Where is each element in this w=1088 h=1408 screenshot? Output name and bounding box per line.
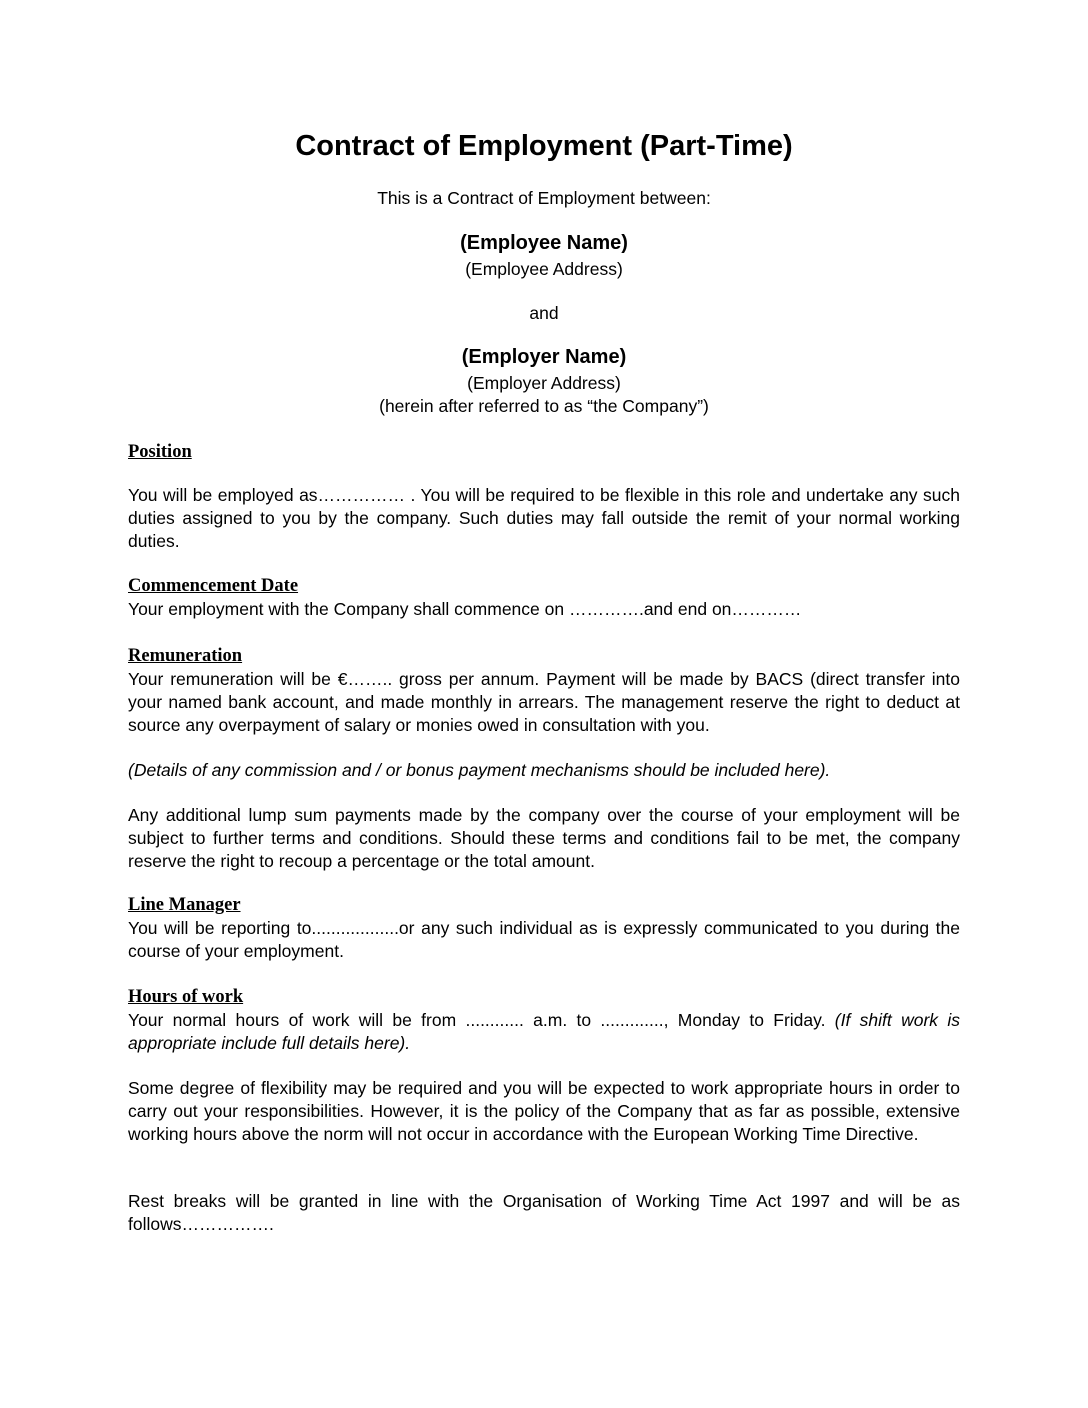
commencement-heading: Commencement Date [128,576,299,596]
hours-paragraph [128,1009,960,1055]
intro-text: This is a Contract of Employment between: [377,188,711,208]
hours-text-2: Some degree of flexibility may be required and you will be expected to work appropriate hours in order to carry out your responsibilities. However, it is the policy of the Company that as far as possible, extensive working hours above the norm will not occur in accordance with the European Working Time Directive. [128,1078,960,1144]
and-text: and [529,303,559,323]
hours-text-3: Rest breaks will be granted in line with the Organisation of Working Time Act 1997 and will be as follows……………. [128,1191,960,1234]
employer-address: (Employer Address) [467,373,621,393]
remuneration-heading: Remuneration [128,646,243,666]
hours-note: (If shift work is appropriate include full details here). [128,1010,960,1053]
hours-text: Your normal hours of work will be from ............ a.m. to ............., Monday to Friday. [128,1010,826,1030]
remuneration-text: Your remuneration will be €…….. gross per annum. Payment will be made by BACS (direct transfer into your named bank account, and made monthly in arrears. The management reserve the right to deduct at source any overpayment of salary or monies owed in consultation with you. [128,669,960,735]
position-text: You will be employed as…………… . You will be required to be flexible in this role and undertake any such duties assigned to you by the company. Such duties may fall outside the remit of your normal working duties. [128,485,960,551]
commencement-text: Your employment with the Company shall commence on ………….and end on………… [128,599,802,619]
position-heading: Position [128,442,192,462]
line-manager-text: You will be reporting to..................or any such individual as is expressly communicated to you during the course of your employment. [128,918,960,961]
document-title: Contract of Employment (Part-Time) [295,130,793,162]
employee-address: (Employee Address) [465,259,623,279]
employer-name: (Employer Name) [461,346,627,368]
hours-heading: Hours of work [128,987,244,1007]
remuneration-text-2: Any additional lump sum payments made by the company over the course of your employment will be subject to further terms and conditions. Should these terms and conditions fail to be met, the company reserve the right to recoup a percentage or the total amount. [128,805,960,871]
employee-name: (Employee Name) [460,232,628,254]
line-manager-heading: Line Manager [128,895,241,915]
remuneration-note: (Details of any commission and / or bonus payment mechanisms should be included here). [128,760,831,780]
company-referred-text: (herein after referred to as “the Company”) [379,396,709,416]
